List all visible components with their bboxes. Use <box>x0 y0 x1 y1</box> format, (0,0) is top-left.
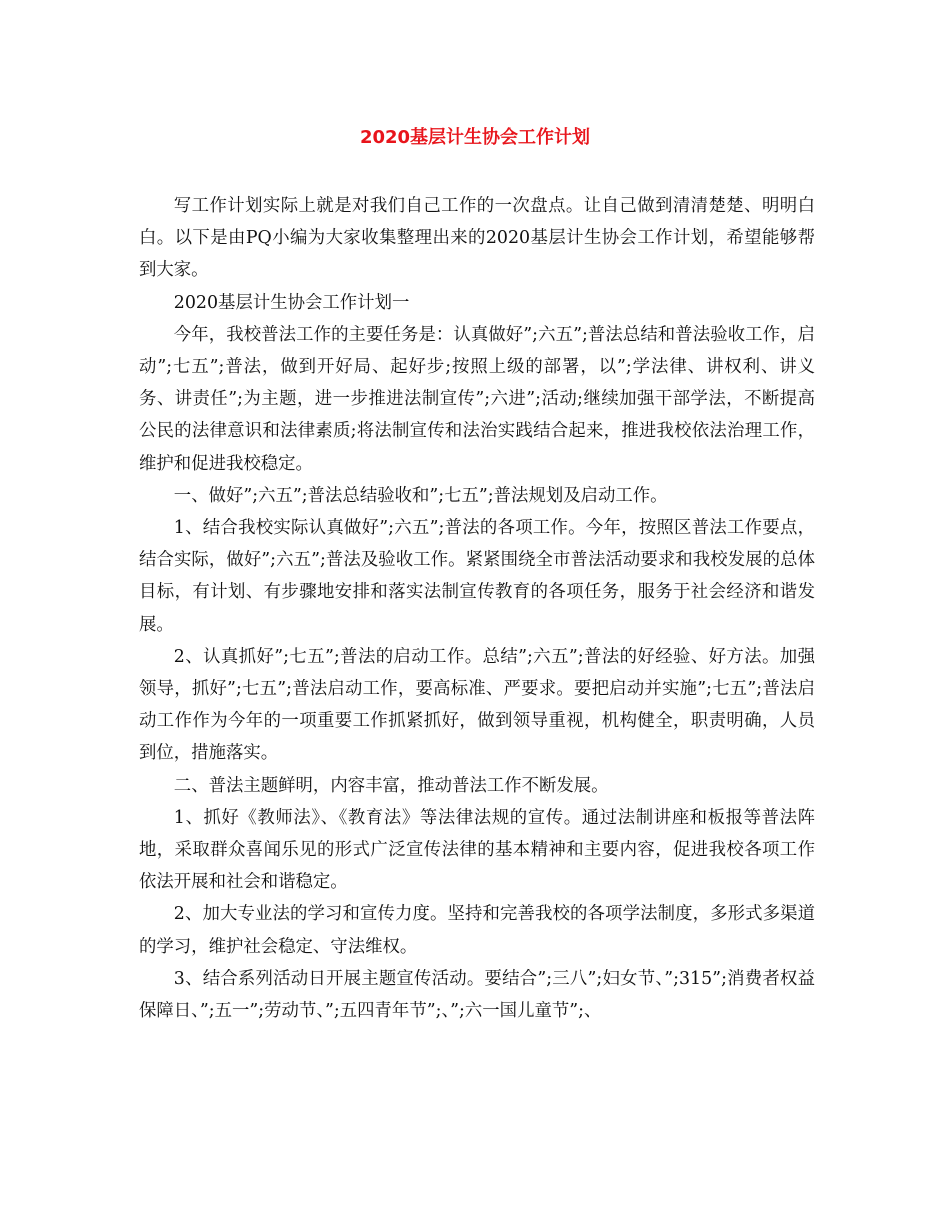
paragraph: 1、抓好《教师法》、《教育法》等法律法规的宣传。通过法制讲座和板报等普法阵地，采取群众喜闻乐见的形式广泛宣传法律的基本精神和主要内容，促进我校各项工作依法开展和社会和谐稳定。 <box>139 807 815 893</box>
paragraph: 2、加大专业法的学习和宣传力度。坚持和完善我校的各项学法制度，多形式多渠道的学习，维护社会稳定、守法维权。 <box>139 904 815 957</box>
paragraph: 今年，我校普法工作的主要任务是：认真做好”;六五”;普法总结和普法验收工作，启动”;七五”;普法，做到开好局、起好步;按照上级的部署，以”;学法律、讲权利、讲义务、讲责任”;为主题，进一步推进法制宣传”;六进”;活动;继续加强干部学法，不断提高公民的法律意识和法律素质;将法制宣传和法治实践结合起来，推进我校依法治理工作，维护和促进我校稳定。 <box>139 324 815 474</box>
document-title: 2020基层计生协会工作计划 <box>359 127 591 148</box>
section-heading: 2020基层计生协会工作计划一 <box>173 292 410 313</box>
paragraph: 1、结合我校实际认真做好”;六五”;普法的各项工作。今年，按照区普法工作要点，结合实际，做好”;六五”;普法及验收工作。紧紧围绕全市普法活动要求和我校发展的总体目标，有计划、有步骤地安排和落实法制宣传教育的各项任务，服务于社会经济和谐发展。 <box>139 518 815 635</box>
section-heading: 二、普法主题鲜明，内容丰富，推动普法工作不断发展。 <box>173 775 609 796</box>
section-heading: 一、做好”;六五”;普法总结验收和”;七五”;普法规划及启动工作。 <box>173 485 668 506</box>
paragraph: 写工作计划实际上就是对我们自己工作的一次盘点。让自己做到清清楚楚、明明白白。以下是由PQ小编为大家收集整理出来的2020基层计生协会工作计划，希望能够帮到大家。 <box>139 196 815 281</box>
paragraph: 3、结合系列活动日开展主题宣传活动。要结合”;三八”;妇女节、”;315”;消费者权益保障日、”;五一”;劳动节、”;五四青年节”;、”;六一国儿童节”;、 <box>139 968 815 1022</box>
paragraph: 2、认真抓好”;七五”;普法的启动工作。总结”;六五”;普法的好经验、好方法。加强领导，抓好”;七五”;普法启动工作，要高标准、严要求。要把启动并实施”;七五”;普法启动工作作为今年的一项重要工作抓紧抓好，做到领导重视，机构健全，职责明确，人员到位，措施落实。 <box>139 646 815 764</box>
document-body <box>139 190 815 1027</box>
